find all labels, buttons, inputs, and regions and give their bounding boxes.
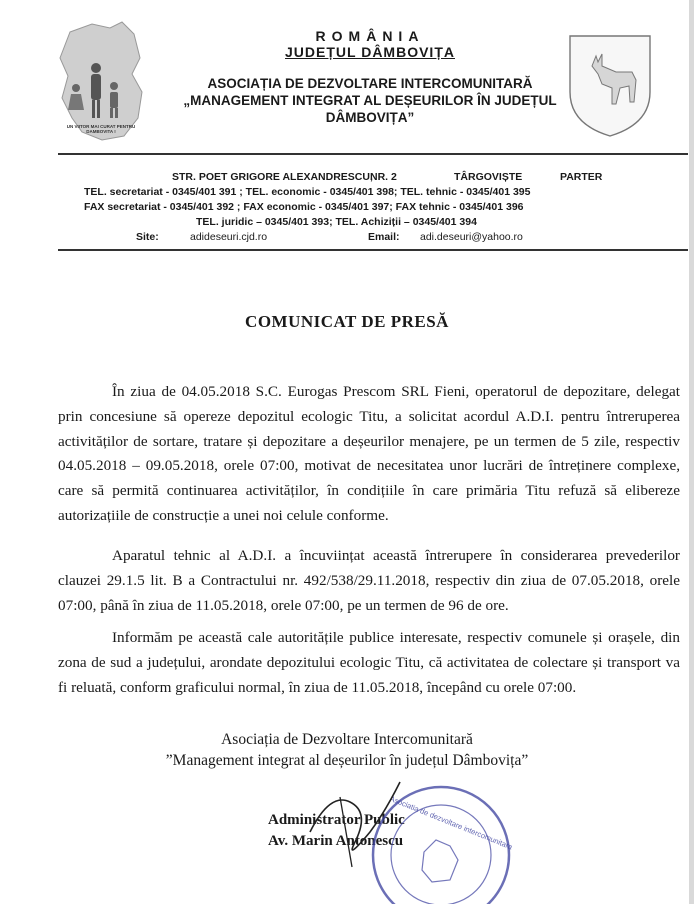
administrator-name: Av. Marin Antonescu bbox=[268, 833, 404, 849]
body-paragraph-1 bbox=[58, 380, 680, 529]
logo-caption: UN VIITOR MAI CURAT PENTRU DAMBOVITA ! bbox=[66, 124, 136, 134]
handwritten-signature bbox=[300, 772, 410, 872]
site-label: Site: bbox=[136, 231, 159, 243]
administrator-role: Administrator Public bbox=[268, 812, 405, 828]
address-city: TÂRGOVIȘTE bbox=[454, 171, 523, 183]
body-paragraph-3 bbox=[58, 626, 680, 700]
address-tel-line: TEL. secretariat - 0345/401 391 ; TEL. economic - 0345/401 398; TEL. tehnic - 0345/401 395 bbox=[84, 186, 531, 198]
email-value: adi.deseuri@yahoo.ro bbox=[420, 231, 523, 243]
signature-org-line1: Asociația de Dezvoltare Intercomunitară bbox=[221, 731, 473, 748]
scan-edge bbox=[689, 0, 694, 904]
address-number: NR. 2 bbox=[370, 171, 397, 183]
association-name-line3: DÂMBOVIȚA” bbox=[325, 110, 415, 125]
paragraph-2-text: Aparatul tehnic al A.D.I. a încuviințat această întrerupere în considerarea prevederilor clauzei 29.1.5 lit. B a Contractului nr. 492/538/29.11.2018, respectiv din ziua de 07.05.2018, orele 07:00, până în ziua de 11.05.2018, orele 07:00, pe un termen de 96 de ore. bbox=[58, 547, 680, 614]
association-name-line1: ASOCIAȚIA DE DEZVOLTARE INTERCOMUNITARĂ bbox=[207, 76, 533, 91]
county-heading: JUDEȚUL DÂMBOVIȚA bbox=[285, 44, 455, 60]
stamp-text: Asociatia de dezvoltare intercomunitara bbox=[388, 794, 514, 852]
address-fax-line: FAX secretariat - 0345/401 392 ; FAX economic - 0345/401 397; FAX tehnic - 0345/401 396 bbox=[84, 201, 524, 213]
association-name-line2: „MANAGEMENT INTEGRAT AL DEȘEURILOR ÎN JUDEȚUL bbox=[183, 93, 557, 108]
email-label: Email: bbox=[368, 231, 400, 243]
body-paragraph-2 bbox=[58, 544, 680, 618]
address-tel-line2: TEL. juridic – 0345/401 393; TEL. Achiziții – 0345/401 394 bbox=[196, 216, 477, 228]
family-map-logo bbox=[52, 14, 152, 142]
header-divider bbox=[58, 153, 688, 155]
address-street: STR. POET GRIGORE ALEXANDRESCU, bbox=[172, 171, 373, 183]
site-value: adideseuri.cjd.ro bbox=[190, 231, 268, 243]
country-heading: ROMÂNIA bbox=[315, 28, 425, 44]
paragraph-3-text: Informăm pe această cale autoritățile publice interesate, respectiv comunele și orașele, din zona de sud a județului, arondate depozitului ecologic Titu, că activitatea de colectare și transport va fi reluată, conform graficului normal, în ziua de 11.05.2018, începând cu orele 07:00. bbox=[58, 629, 680, 696]
address-floor: PARTER bbox=[560, 171, 603, 183]
signature-org-line2: ”Management integrat al deșeurilor în județul Dâmbovița” bbox=[165, 752, 529, 769]
document-title: COMUNICAT DE PRESĂ bbox=[245, 312, 449, 331]
address-divider bbox=[58, 249, 688, 251]
paragraph-1-text: În ziua de 04.05.2018 S.C. Eurogas Prescom SRL Fieni, operatorul de depozitare, delegat prin concesiune să opereze depozitul ecologic Titu, a solicitat acordul A.D.I. pentru întreruperea activităților de sortare, tratare și depozitare a deșeurilor menajere, pe un termen de 5 zile, respectiv 04.05.2018 – 09.05.2018, orele 07:00, motivat de necesitatea unor lucrări de întreținere complexe, care să permită continuarea activităților, în condițiile în care primăria Titu refuză să elibereze autorizațiile de construcție a unei noi celule conforme. bbox=[58, 383, 680, 524]
